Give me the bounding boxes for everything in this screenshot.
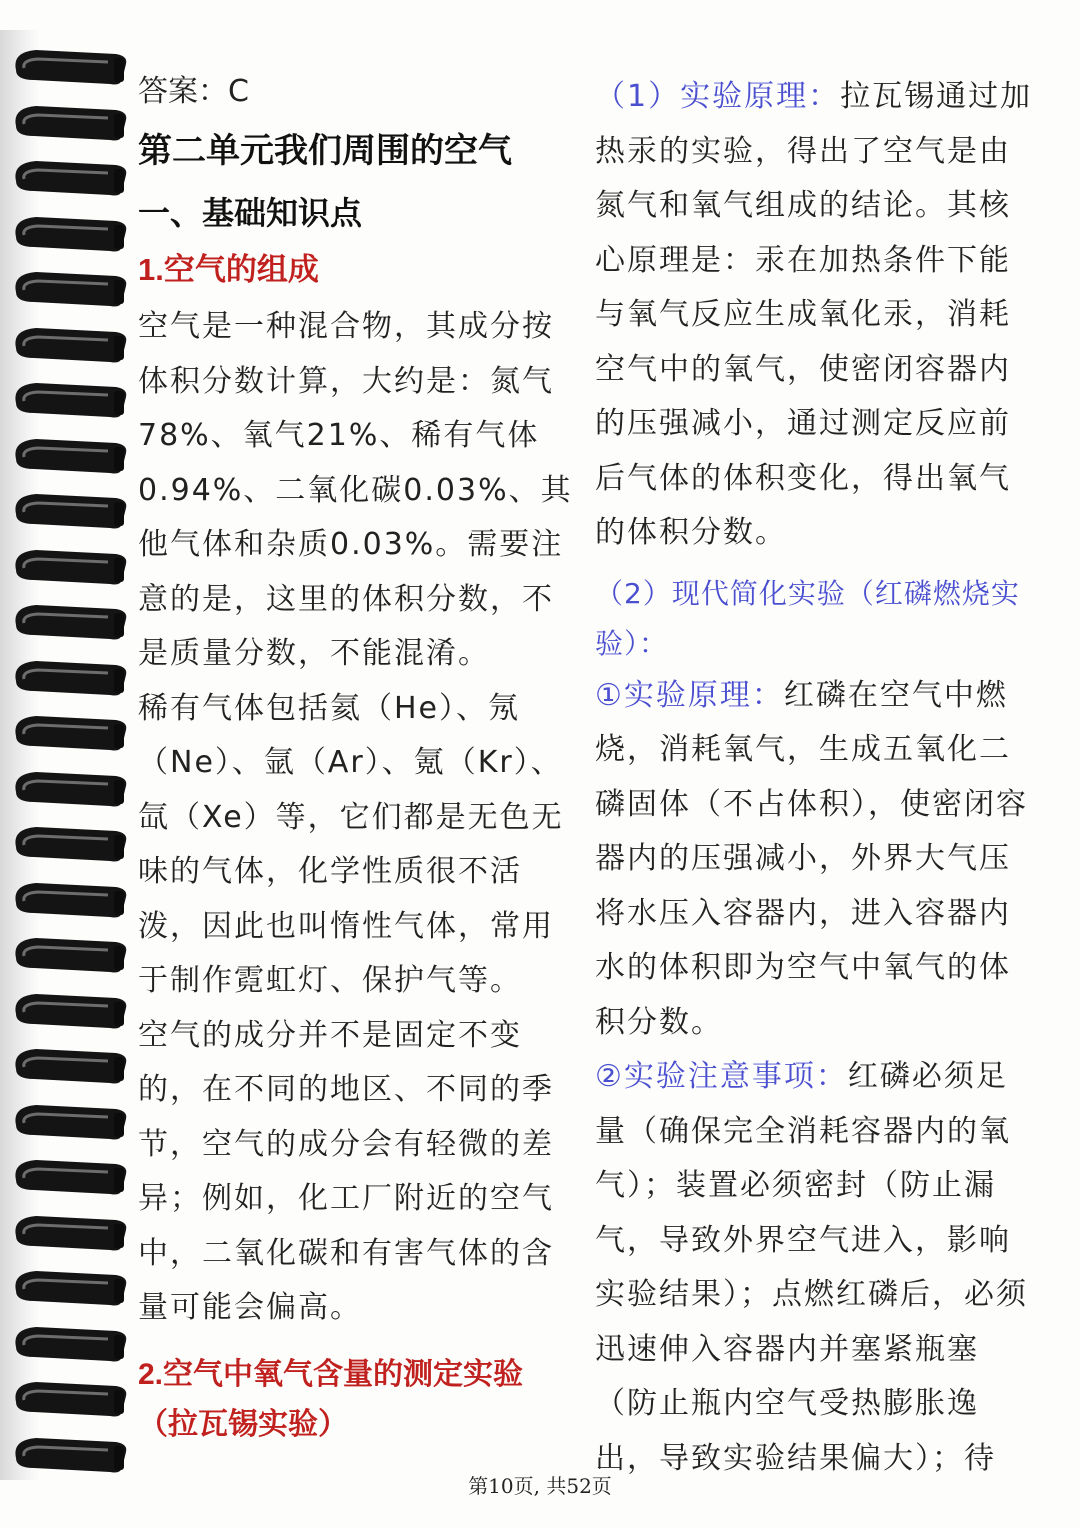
topic1-title: 1.空气的组成 xyxy=(138,252,319,287)
binding-ring xyxy=(10,429,130,481)
binding-ring xyxy=(10,262,130,314)
topic2-title: 2.空气中氧气含量的测定实验（拉瓦锡实验） xyxy=(138,1357,524,1441)
binding-ring xyxy=(10,484,130,536)
binding-ring xyxy=(10,40,130,92)
paragraph-noble-gases: 稀有气体包括氦（He）、氖（Ne）、氩（Ar）、氪（Kr）、氙（Xe）等，它们都是无色无味的气体，化学性质很不活泼，因此也叫惰性气体，常用于制作霓虹灯、保护气等。 xyxy=(138,690,564,998)
binding-ring xyxy=(10,1095,130,1147)
binding-ring xyxy=(10,762,130,814)
binding-ring xyxy=(10,1206,130,1258)
binding-ring xyxy=(10,706,130,758)
binding-ring xyxy=(10,817,130,869)
spiral-binding xyxy=(0,40,140,1480)
binding-ring xyxy=(10,928,130,980)
section-title: 一、基础知识点 xyxy=(138,195,363,231)
left-column xyxy=(138,70,578,1450)
right-column xyxy=(595,70,1035,1486)
binding-ring xyxy=(10,1317,130,1369)
precautions-label: ②实验注意事项： xyxy=(595,1059,848,1094)
binding-ring xyxy=(10,96,130,148)
binding-ring xyxy=(10,540,130,592)
binding-ring xyxy=(10,595,130,647)
binding-ring xyxy=(10,318,130,370)
binding-ring xyxy=(10,651,130,703)
binding-ring xyxy=(10,984,130,1036)
binding-ring xyxy=(10,1261,130,1313)
principle-paragraph xyxy=(595,70,1035,561)
paragraph-variation: 空气的成分并不是固定不变的，在不同的地区、不同的季节，空气的成分会有轻微的差异；例如，化工厂附近的空气中，二氧化碳和有害气体的含量可能会偏高。 xyxy=(138,1017,554,1325)
page-number: 第10页, 共52页 xyxy=(468,1474,612,1498)
phosphorus-principle-paragraph xyxy=(595,669,1035,1051)
paragraph-composition: 空气是一种混合物，其成分按体积分数计算，大约是：氮气78%、氧气21%、稀有气体0.94%、二氧化碳0.03%、其他气体和杂质0.03%。需要注意的是，这里的体积分数，不是质量分数，不能混淆。 xyxy=(138,309,573,671)
answer-line: 答案：C xyxy=(138,74,249,109)
binding-ring xyxy=(10,873,130,925)
phosphorus-principle-text: 红磷在空气中燃烧，消耗氧气，生成五氧化二磷固体（不占体积），使密闭容器内的压强减小，外界大气压将水压入容器内，进入容器内水的体积即为空气中氧气的体积分数。 xyxy=(595,677,1028,1040)
precautions-text: 红磷必须足量（确保完全消耗容器内的氧气）；装置必须密封（防止漏气，导致外界空气进入，影响实验结果）；点燃红磷后，必须迅速伸入容器内并塞紧瓶塞（防止瓶内空气受热膨胀逸出，导致实验结果偏大）；待 xyxy=(595,1059,1028,1476)
binding-ring xyxy=(10,207,130,259)
binding-ring xyxy=(10,1372,130,1424)
modern-experiment-label: （2）现代简化实验（红磷燃烧实验）： xyxy=(595,576,1020,660)
phosphorus-principle-label: ①实验原理： xyxy=(595,677,784,713)
principle-label: （1）实验原理： xyxy=(595,79,841,114)
binding-ring xyxy=(10,373,130,425)
precautions-paragraph xyxy=(595,1050,1035,1486)
binding-ring xyxy=(10,1150,130,1202)
unit-title: 第二单元我们周围的空气 xyxy=(138,132,512,170)
principle-text: 拉瓦锡通过加热汞的实验，得出了空气是由氮气和氧气组成的结论。其核心原理是：汞在加热条件下能与氧气反应生成氧化汞，消耗空气中的氧气，使密闭容器内的压强减小，通过测定反应前后气体的体积变化，得出氧气的体积分数。 xyxy=(595,79,1033,550)
binding-ring xyxy=(10,1039,130,1091)
binding-ring xyxy=(10,151,130,203)
